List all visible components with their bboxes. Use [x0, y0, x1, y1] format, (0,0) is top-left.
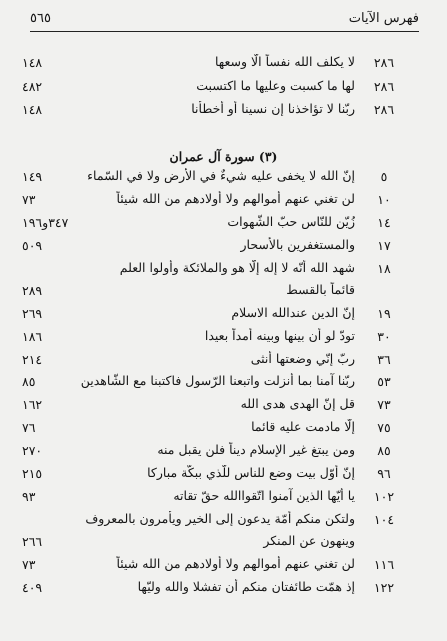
page-reference: ١٦٢ [22, 397, 43, 412]
index-row [0, 327, 447, 347]
verse-text: لها ما كسبت وعليها ما اكتسبت [196, 78, 355, 93]
page-number: ٥٦٥ [30, 11, 51, 26]
verse-text: قائماً بالقسط [286, 282, 355, 297]
verse-text: والمستغفرين بالأسحار [240, 237, 355, 252]
verse-text: ربّنا لا تؤاخذنا إن نسينا أو أخطأنا [191, 101, 355, 116]
verse-text: إنّ أوّل بيت وضع للناس للّذي ببكّة مباركا [147, 465, 355, 480]
verse-text: لن تغني عنهم أموالهم ولا أولادهم من الله شيئاً [116, 556, 355, 571]
index-row [0, 555, 447, 575]
page-reference: ٢٦٩ [22, 306, 43, 321]
index-row [0, 532, 447, 552]
verse-number: ٥ [380, 169, 388, 184]
index-row [0, 350, 447, 370]
index-row [0, 510, 447, 530]
page-reference: ٢٧٠ [22, 443, 43, 458]
verse-number: ٢٨٦ [373, 102, 395, 117]
verse-number: ٣٦ [377, 352, 391, 367]
index-row [0, 487, 447, 507]
verse-number: ١٤ [377, 215, 391, 230]
verse-number: ٢٨٦ [373, 55, 395, 70]
verse-text: شهد الله أنّه لا إله إلّا هو والملائكة وأولوا العلم [119, 260, 355, 275]
index-row [0, 190, 447, 210]
page-reference: ٢٨٩ [22, 283, 43, 298]
verse-text: تودّ لو أن بينها وبينه أمداً بعيدا [204, 328, 355, 343]
verse-text: إلّا مادمت عليه قائما [251, 419, 355, 434]
page-reference: ٢٦٦ [22, 534, 43, 549]
index-row [0, 418, 447, 438]
verse-text: لا يكلف الله نفساً الّا وسعها [214, 54, 355, 69]
verse-number: ١١٦ [373, 557, 395, 572]
verse-text: إذ همّت طائفتان منكم أن تفشلا والله وليّها [137, 579, 355, 594]
verse-number: ٧٥ [377, 420, 391, 435]
verse-number: ٢٨٦ [373, 79, 395, 94]
index-row [0, 100, 447, 120]
verse-text: إنّ الله لا يخفى عليه شيءٌ في الأرض ولا في السّماء [87, 168, 355, 183]
verse-number: ١٠٢ [373, 489, 395, 504]
section-title: (٣) سورة آل عمران [169, 149, 278, 164]
page-reference: ٧٣ [22, 557, 36, 572]
verse-text: إنّ الدين عندالله الاسلام [231, 305, 355, 320]
verse-number: ٥٣ [377, 374, 391, 389]
index-row [0, 281, 447, 301]
index-row [0, 53, 447, 73]
page-reference: ٢١٤ [22, 352, 43, 367]
verse-number: ٧٣ [377, 397, 391, 412]
verse-number: ١٠ [377, 192, 391, 207]
verse-text: ولتكن منكم أمّة يدعون إلى الخير ويأمرون بالمعروف [85, 511, 355, 526]
verse-number: ١٢٢ [373, 580, 395, 595]
index-row [0, 213, 447, 233]
page-reference: ٥٠٩ [22, 238, 43, 253]
page-reference: ١٤٩ [22, 169, 43, 184]
verse-text: زُيّن للنّاس حبّ الشّهوات [227, 214, 355, 229]
verse-number: ١٧ [377, 238, 391, 253]
index-row [0, 167, 447, 187]
index-row [0, 441, 447, 461]
page-reference: ٤٠٩ [22, 580, 43, 595]
page-reference: ٤٨٢ [22, 79, 43, 94]
index-row [0, 304, 447, 324]
running-title: فهرس الآيات [348, 11, 419, 26]
index-row [0, 259, 447, 279]
index-row [0, 236, 447, 256]
verse-text: ومن يبتغ غير الإسلام ديناً فلن يقبل منه [157, 442, 355, 457]
page-reference: ٧٣ [22, 192, 36, 207]
page-reference: ١٤٨ [22, 102, 43, 117]
verse-number: ١٩ [377, 306, 391, 321]
page-reference: ٩٣ [22, 489, 36, 504]
verse-text: قل إنّ الهدى هدى الله [240, 396, 355, 411]
verse-number: ١٠٤ [373, 512, 395, 527]
page-reference: ١٨٦ [22, 329, 43, 344]
verse-number: ٣٠ [377, 329, 391, 344]
index-row [0, 372, 447, 392]
verse-number: ٩٦ [377, 466, 391, 481]
index-row [0, 395, 447, 415]
page-reference: ٨٥ [22, 374, 36, 389]
verse-text: ربّ إنّي وضعتها أُنثى [250, 351, 355, 366]
index-row [0, 77, 447, 97]
verse-number: ١٨ [377, 261, 391, 276]
page-reference: ٢١٥ [22, 466, 43, 481]
verse-text: يا أيّها الذين آمنوا اتّقواالله حقّ تقاته [173, 488, 355, 503]
verse-number: ٨٥ [377, 443, 391, 458]
running-header [30, 9, 419, 33]
verse-text: لن تغني عنهم أموالهم ولا أولادهم من الله شيئاً [116, 191, 355, 206]
verse-text: ربّنا آمنا بما أنزلت واتبعنا الرّسول فاكتبنا مع الشّاهدين [80, 373, 355, 388]
page-reference: ٧٦ [22, 420, 36, 435]
verse-text: وينهون عن المنكر [263, 533, 355, 548]
page-reference: ١٤٨ [22, 55, 43, 70]
index-row [0, 578, 447, 598]
index-row [0, 464, 447, 484]
page-reference: ٣٤٧و١٩٦ [22, 215, 69, 230]
header-rule [30, 31, 419, 32]
